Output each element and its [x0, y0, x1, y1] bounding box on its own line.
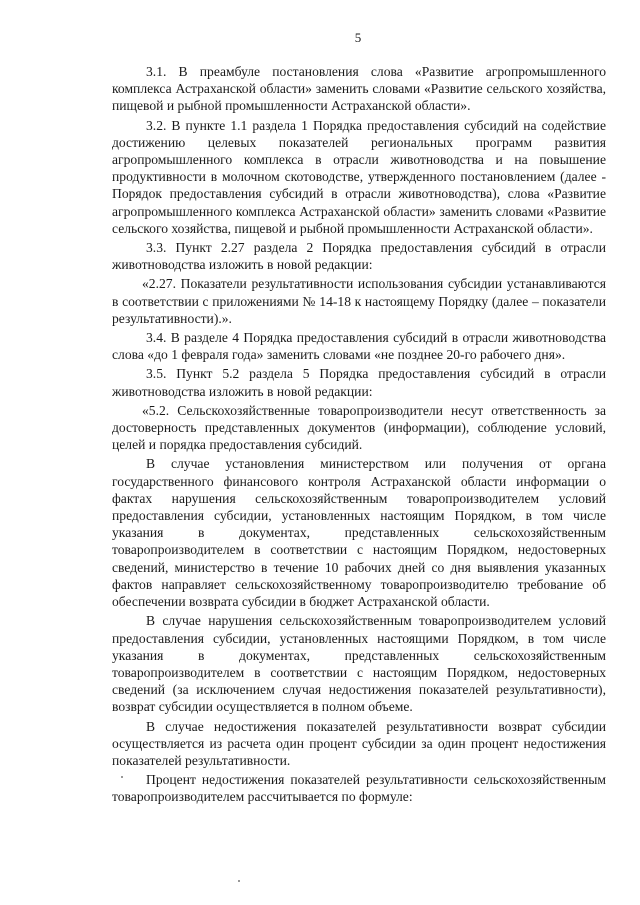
paragraph-3-5: 3.5. Пункт 5.2 раздела 5 Порядка предоставления субсидий в отрасли животноводства изложить в новой редакции:: [112, 366, 606, 399]
paragraph-violation-detection: В случае установления министерством или получения от органа государственного финансового контроля Астраханской области информации о фактах нарушения сельскохозяйственным товаропроизводителем условий предоставления субсидии, установленных настоящим Порядком, в том числе указания в документах, представленных сельскохозяйственным товаропроизводителем в соответствии с настоящим Порядком, недостоверных сведений, министерство в течение 10 рабочих дней со дня выявления указанных фактов направляет сельскохозяйственному товаропроизводителю требование об обеспечении возврата субсидии в бюджет Астраханской области.: [112, 456, 606, 610]
scan-speck: [238, 880, 240, 882]
paragraph-5-2-quote: «5.2. Сельскохозяйственные товаропроизводители несут ответственность за достоверность представленных документов (информации), соблюдение условий, целей и порядка предоставления субсидий.: [112, 402, 606, 453]
paragraph-2-27-quote: «2.27. Показатели результативности использования субсидии устанавливаются в соответствии с приложениями № 14-18 к настоящему Порядку (далее – показатели результативности).».: [112, 276, 606, 326]
paragraph-formula-intro: Процент недостижения показателей результативности сельскохозяйственным товаропроизводителем рассчитывается по формуле:: [112, 772, 606, 805]
page-number: 5: [354, 30, 362, 45]
paragraph-violation-full-return: В случае нарушения сельскохозяйственным товаропроизводителем условий предоставления субсидии, установленных настоящими Порядком, в том числе указания в документах, представленных сельскохозяйственным товаропроизводителем в соответствии с настоящим Порядком, недостоверных сведений (за исключением случая недостижения показателей результативности), возврат субсидии осуществляется в полном объеме.: [112, 613, 606, 715]
paragraph-3-1: 3.1. В преамбуле постановления слова «Развитие агропромышленного комплекса Астраханской области» заменить словами «Развитие сельского хозяйства, пищевой и рыбной промышленности Астраханской области».: [112, 64, 606, 114]
scan-speck: [121, 776, 123, 778]
paragraph-3-4: 3.4. В разделе 4 Порядка предоставления субсидий в отрасли животноводства слова «до 1 февраля года» заменить словами «не позднее 20-го рабочего дня».: [112, 330, 606, 363]
paragraph-3-2: 3.2. В пункте 1.1 раздела 1 Порядка предоставления субсидий на содействие достижению целевых показателей региональных программ развития агропромышленного комплекса в отрасли животноводства и на повышение продуктивности в молочном скотоводстве, утвержденного постановлением (далее - Порядок предоставления субсидий в отрасли животноводства), слова «Развитие агропромышленного комплекса Астраханской области» заменить словами «Развитие сельского хозяйства, пищевой и рыбной промышленности Астраханской области».: [112, 117, 606, 236]
paragraph-3-3: 3.3. Пункт 2.27 раздела 2 Порядка предоставления субсидий в отрасли животноводства изложить в новой редакции:: [112, 240, 606, 273]
paragraph-partial-return: В случае недостижения показателей результативности возврат субсидии осуществляется из расчета один процент субсидии за один процент недостижения показателей результативности.: [112, 718, 606, 768]
document-body: [112, 63, 606, 808]
